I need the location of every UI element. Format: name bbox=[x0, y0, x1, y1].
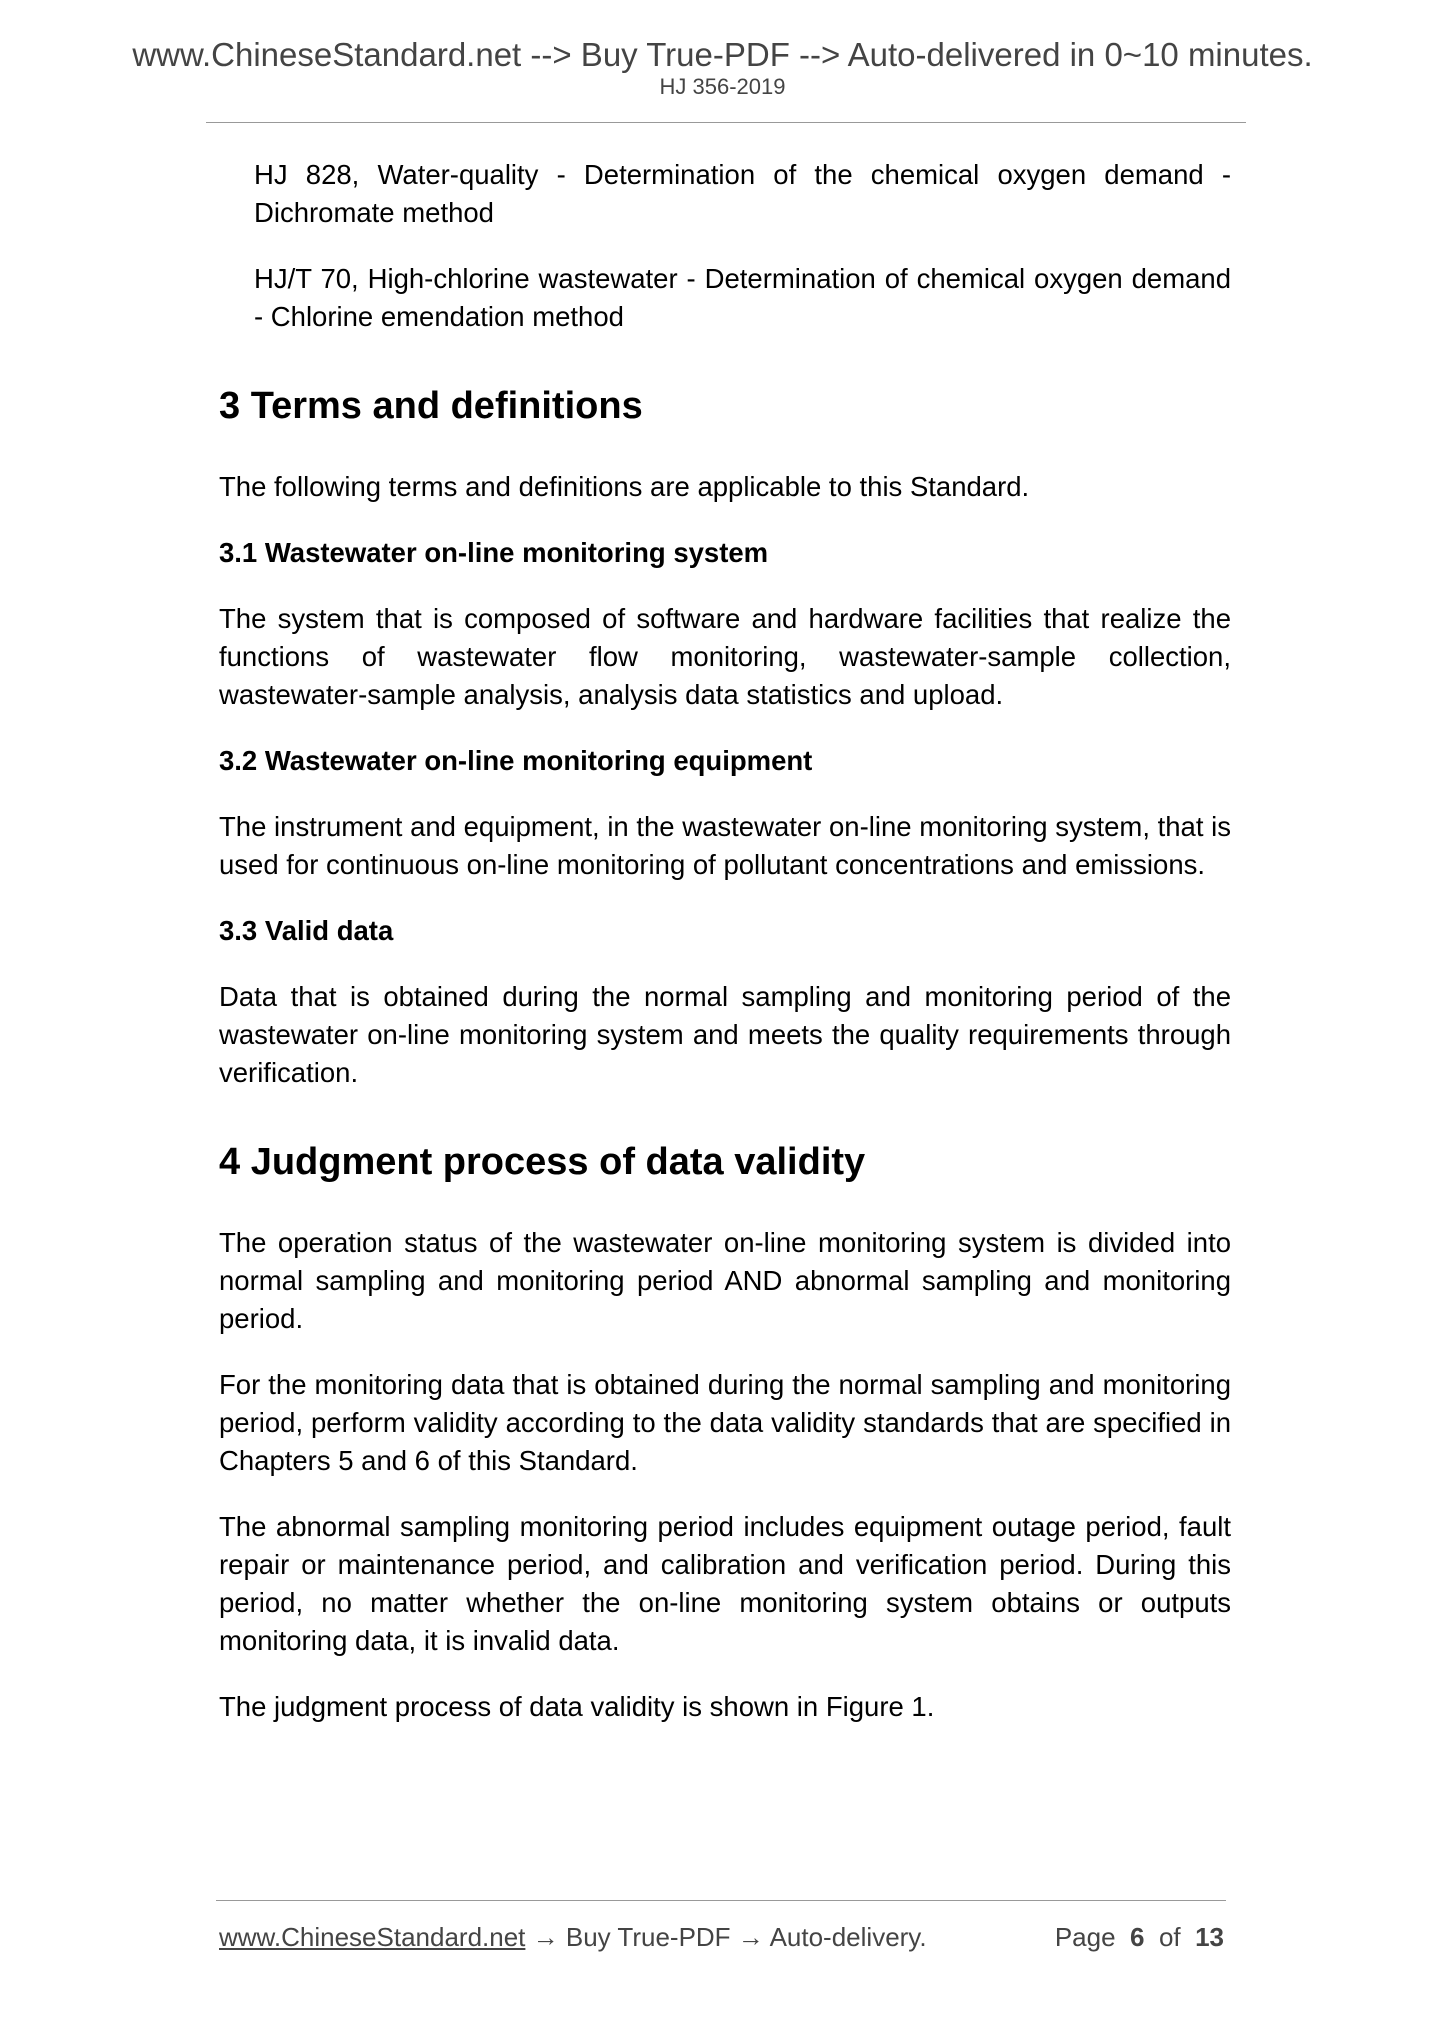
of-label: of bbox=[1158, 1922, 1181, 1952]
term-3-2-title: 3.2 Wastewater on-line monitoring equipment bbox=[219, 745, 813, 776]
footer-tagline: → Buy True-PDF → Auto-delivery. bbox=[525, 1922, 927, 1952]
term-3-3-definition: Data that is obtained during the normal sampling and monitoring period of the wastewater on-line monitoring system and meets the quality requirements through verification. bbox=[219, 981, 1231, 1088]
section-3-heading: 3 Terms and definitions bbox=[219, 385, 643, 427]
section-4-paragraph-4: The judgment process of data validity is shown in Figure 1. bbox=[219, 1691, 935, 1722]
page-content bbox=[219, 156, 1231, 1754]
term-3-3-title: 3.3 Valid data bbox=[219, 915, 394, 946]
page-number: 6 bbox=[1130, 1922, 1145, 1952]
document-code: HJ 356-2019 bbox=[659, 74, 786, 99]
section-3-intro: The following terms and definitions are applicable to this Standard. bbox=[219, 471, 1030, 502]
header-banner: www.ChineseStandard.net --> Buy True-PDF --> Auto-delivered in 0~10 minutes. bbox=[132, 36, 1313, 73]
term-3-1-title: 3.1 Wastewater on-line monitoring system bbox=[219, 537, 769, 568]
reference-hj-828: HJ 828, Water-quality - Determination of the chemical oxygen demand - Dichromate method bbox=[254, 159, 1231, 228]
section-4-heading: 4 Judgment process of data validity bbox=[219, 1141, 866, 1183]
term-3-2-definition: The instrument and equipment, in the wastewater on-line monitoring system, that is used for continuous on-line monitoring of pollutant concentrations and emissions. bbox=[219, 811, 1231, 880]
reference-hj-t-70: HJ/T 70, High-chlorine wastewater - Determination of chemical oxygen demand - Chlorine emendation method bbox=[254, 263, 1231, 332]
total-pages: 13 bbox=[1195, 1922, 1224, 1952]
section-4-paragraph-1: The operation status of the wastewater on-line monitoring system is divided into normal sampling and monitoring period AND abnormal sampling and monitoring period. bbox=[219, 1227, 1231, 1334]
footer-divider bbox=[216, 1900, 1226, 1901]
page-label: Page bbox=[1054, 1922, 1116, 1952]
footer-promo bbox=[219, 1920, 927, 1954]
header-divider bbox=[206, 122, 1246, 123]
section-4-paragraph-3: The abnormal sampling monitoring period includes equipment outage period, fault repair or maintenance period, and calibration and verification period. During this period, no matter whether the on-line monitoring system obtains or outputs monitoring data, it is invalid data. bbox=[219, 1511, 1231, 1656]
footer-site-link[interactable]: www.ChineseStandard.net bbox=[219, 1922, 526, 1952]
page-indicator bbox=[1055, 1920, 1224, 1954]
term-3-1-definition: The system that is composed of software and hardware facilities that realize the functions of wastewater flow monitoring, wastewater-sample collection, wastewater-sample analysis, analysis data statistics and upload. bbox=[219, 603, 1231, 710]
section-4-paragraph-2: For the monitoring data that is obtained during the normal sampling and monitoring period, perform validity according to the data validity standards that are specified in Chapters 5 and 6 of this Standard. bbox=[219, 1369, 1231, 1476]
